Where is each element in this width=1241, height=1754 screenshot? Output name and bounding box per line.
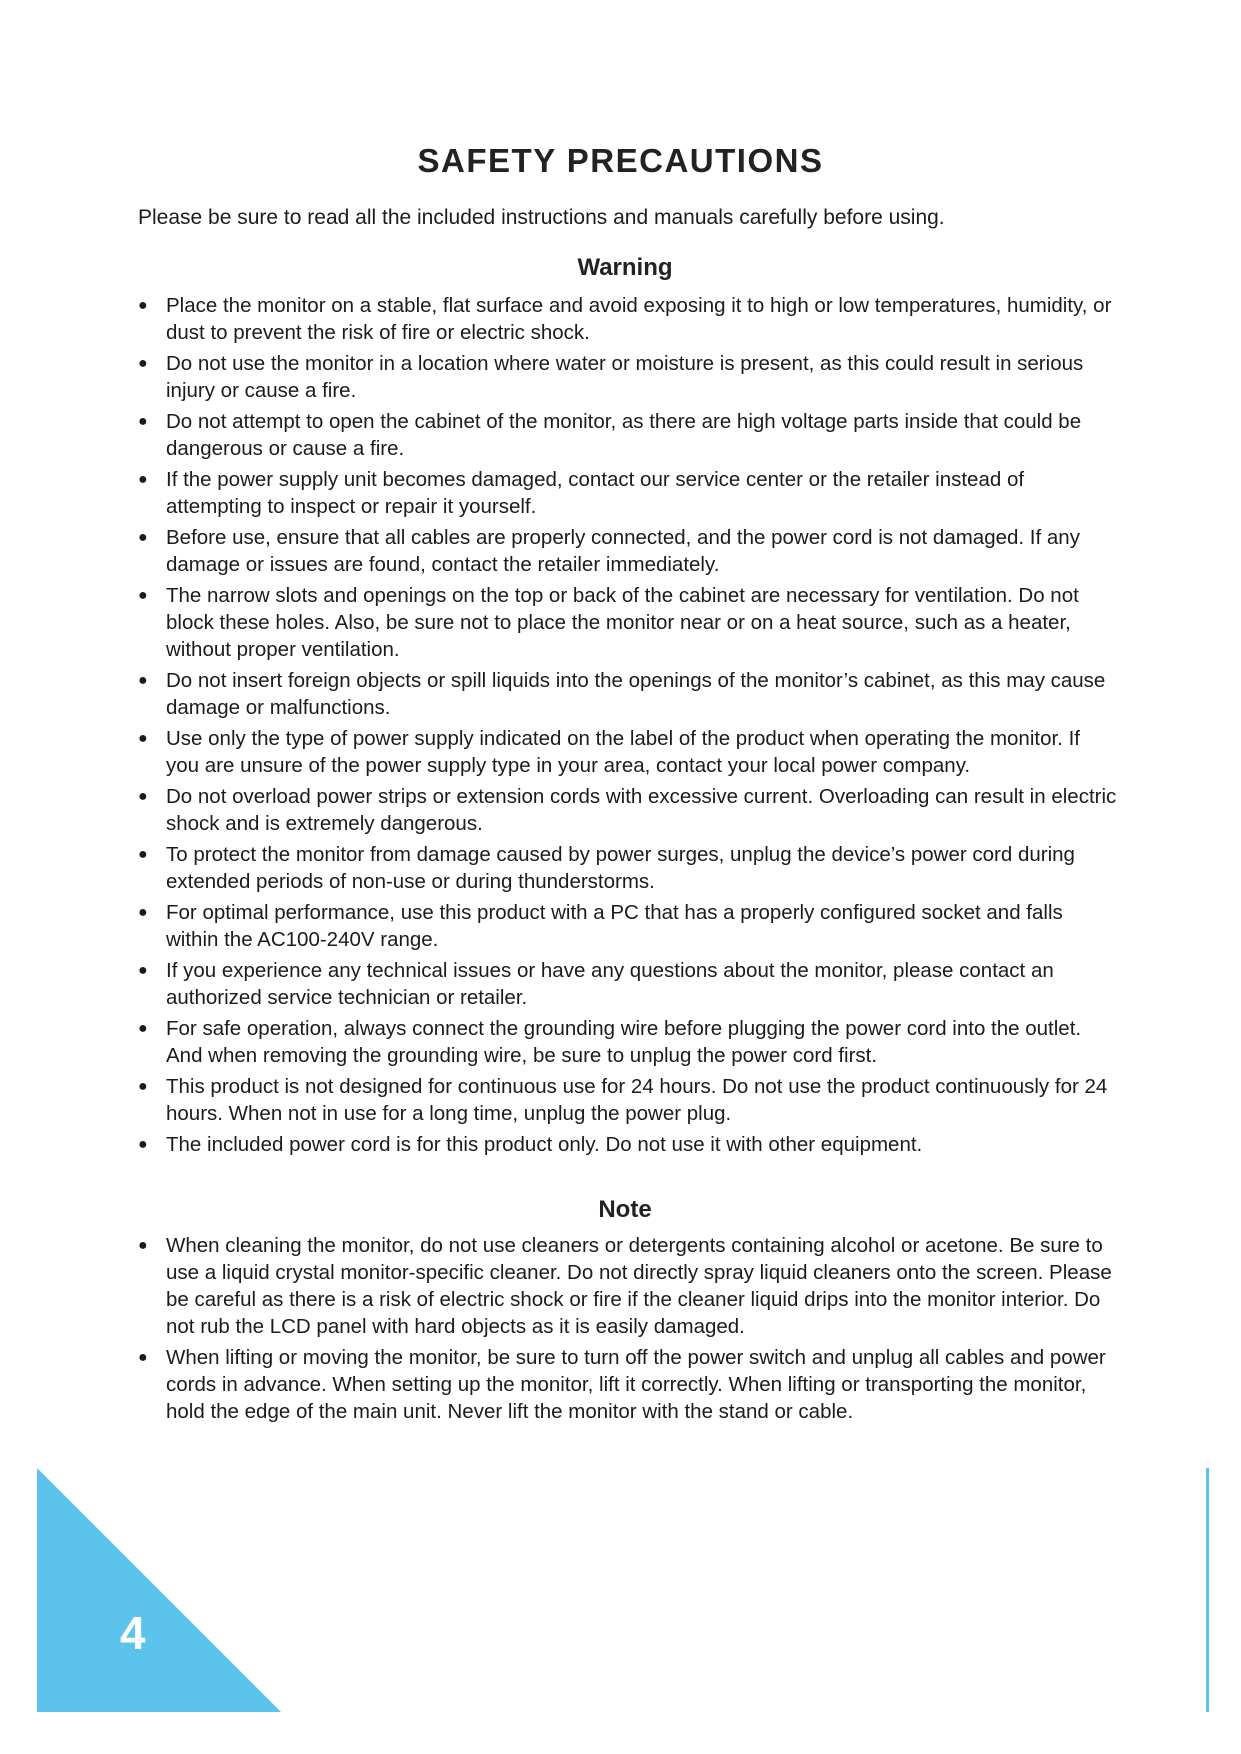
list-item-text: To protect the monitor from damage caused by power surges, unplug the device’s power cord during extended periods of non-use or during thunderstorms. — [166, 843, 1075, 893]
bullet-icon: ● — [138, 962, 148, 979]
page-number: 4 — [120, 1607, 146, 1659]
list-item-text: Do not use the monitor in a location where water or moisture is present, as this could result in serious injury or cause a fire. — [166, 352, 1084, 402]
bullet-icon: ● — [138, 529, 148, 546]
bullet-icon: ● — [138, 904, 148, 921]
list-item — [138, 350, 1118, 404]
note-list — [138, 1232, 1118, 1429]
list-item-text: If you experience any technical issues or have any questions about the monitor, please contact an authorized service technician or retailer. — [166, 959, 1054, 1009]
intro-text: Please be sure to read all the included instructions and manuals carefully before using. — [138, 206, 945, 229]
list-item-text: The narrow slots and openings on the top or back of the cabinet are necessary for ventilation. Do not block these holes. Also, be sure not to place the monitor near or on a heat source, such as a heater, without proper ventilation. — [166, 584, 1079, 661]
list-item-text: For optimal performance, use this product with a PC that has a properly configured socket and falls within the AC100-240V range. — [166, 901, 1063, 951]
bullet-icon: ● — [138, 1020, 148, 1037]
page-title: SAFETY PRECAUTIONS — [417, 142, 824, 179]
bullet-icon: ● — [138, 1078, 148, 1095]
bullet-icon: ● — [138, 355, 148, 372]
list-item — [138, 524, 1118, 578]
list-item — [138, 1073, 1118, 1127]
bullet-icon: ● — [138, 297, 148, 314]
list-item — [138, 899, 1118, 953]
list-item — [138, 408, 1118, 462]
right-edge-rule — [1206, 1468, 1209, 1712]
list-item-text: Do not overload power strips or extension cords with excessive current. Overloading can result in electric shock and is extremely dangerous. — [166, 785, 1117, 835]
list-item — [138, 582, 1118, 663]
list-item-text: If the power supply unit becomes damaged, contact our service center or the retailer instead of attempting to inspect or repair it yourself. — [166, 468, 1025, 518]
list-item — [138, 1015, 1118, 1069]
list-item — [138, 292, 1118, 346]
bullet-icon: ● — [138, 1136, 148, 1153]
bullet-icon: ● — [138, 672, 148, 689]
list-item-text: Place the monitor on a stable, flat surface and avoid exposing it to high or low temperatures, humidity, or dust to prevent the risk of fire or electric shock. — [166, 294, 1112, 344]
bullet-icon: ● — [138, 471, 148, 488]
bullet-icon: ● — [138, 730, 148, 747]
list-item-text: Do not attempt to open the cabinet of the monitor, as there are high voltage parts inside that could be dangerous or cause a fire. — [166, 410, 1082, 460]
list-item — [138, 725, 1118, 779]
bullet-icon: ● — [138, 413, 148, 430]
list-item-text: When cleaning the monitor, do not use cleaners or detergents containing alcohol or acetone. Be sure to use a liquid crystal monitor-specific cleaner. Do not directly spray liquid cleaners onto the screen. Please be careful as there is a risk of electric shock or fire if the cleaner liquid drips into the monitor interior. Do not rub the LCD panel with hard objects as it is easily damaged. — [166, 1234, 1112, 1338]
note-heading: Note — [598, 1196, 652, 1223]
bullet-icon: ● — [138, 846, 148, 863]
list-item-text: The included power cord is for this product only. Do not use it with other equipment. — [166, 1133, 923, 1156]
bullet-icon: ● — [138, 788, 148, 805]
list-item — [138, 841, 1118, 895]
list-item — [138, 1344, 1118, 1425]
list-item-text: For safe operation, always connect the grounding wire before plugging the power cord into the outlet. And when removing the grounding wire, be sure to unplug the power cord first. — [166, 1017, 1082, 1067]
list-item-text: Before use, ensure that all cables are properly connected, and the power cord is not damaged. If any damage or issues are found, contact the retailer immediately. — [166, 526, 1080, 576]
bullet-icon: ● — [138, 1237, 148, 1254]
bullet-icon: ● — [138, 1349, 148, 1366]
list-item — [138, 667, 1118, 721]
list-item — [138, 957, 1118, 1011]
list-item — [138, 466, 1118, 520]
list-item — [138, 783, 1118, 837]
corner-triangle-decoration — [37, 1468, 281, 1712]
list-item-text: Do not insert foreign objects or spill liquids into the openings of the monitor’s cabinet, as this may cause damage or malfunctions. — [166, 669, 1106, 719]
warning-list — [138, 292, 1118, 1162]
list-item — [138, 1131, 1118, 1158]
list-item — [138, 1232, 1118, 1340]
list-item-text: Use only the type of power supply indicated on the label of the product when operating the monitor. If you are unsure of the power supply type in your area, contact your local power company. — [166, 727, 1080, 777]
warning-heading: Warning — [577, 254, 673, 281]
bullet-icon: ● — [138, 587, 148, 604]
corner-triangle-shape — [37, 1468, 281, 1712]
list-item-text: This product is not designed for continuous use for 24 hours. Do not use the product continuously for 24 hours. When not in use for a long time, unplug the power plug. — [166, 1075, 1108, 1125]
list-item-text: When lifting or moving the monitor, be sure to turn off the power switch and unplug all cables and power cords in advance. When setting up the monitor, lift it correctly. When lifting or transporting the monitor, hold the edge of the main unit. Never lift the monitor with the stand or cable. — [166, 1346, 1106, 1423]
